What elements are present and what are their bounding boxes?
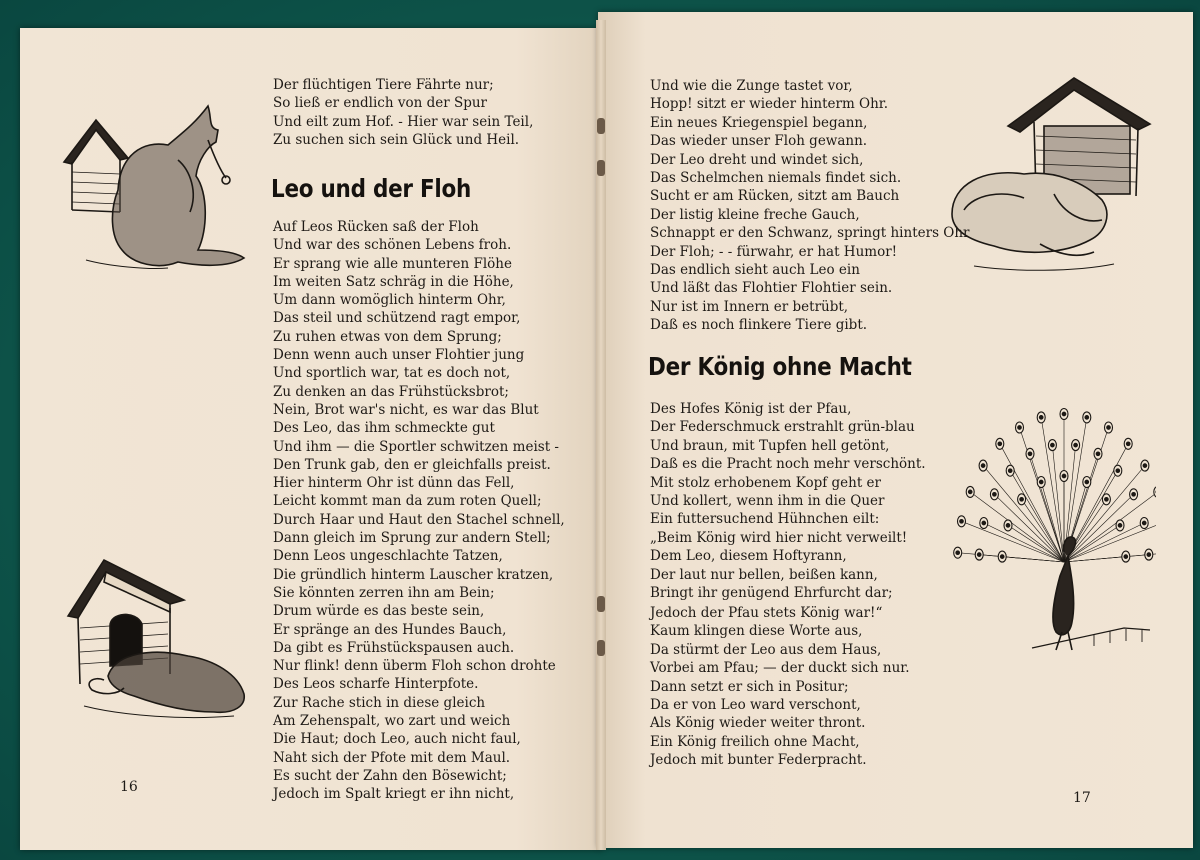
verse-line: Jedoch im Spalt kriegt er ihn nicht, bbox=[273, 786, 515, 803]
verse-line: Da gibt es Frühstückspausen auch. bbox=[273, 639, 515, 656]
right-stanza-two bbox=[650, 604, 910, 770]
page-number-right: 17 bbox=[1073, 790, 1091, 806]
verse-line: Des Hofes König ist der Pfau, bbox=[650, 401, 852, 417]
verse-line: Hopp! sitzt er wieder hinterm Ohr. bbox=[650, 96, 889, 113]
verse-line: Dann gleich im Sprung zur andern Stell; bbox=[273, 530, 551, 547]
verse-line: Und eilt zum Hof. - Hier war sein Teil, bbox=[273, 113, 534, 130]
verse-line: Nur ist im Innern er betrübt, bbox=[650, 298, 849, 315]
verse-line: Jedoch mit bunter Federpracht. bbox=[650, 752, 867, 769]
right-intro-verse bbox=[650, 77, 970, 334]
verse-line: Der Floh; - - fürwahr, er hat Humor! bbox=[650, 243, 898, 260]
verse-line: Er sprang wie alle munteren Flöhe bbox=[273, 255, 512, 272]
verse-line: Das wieder unser Floh gewann. bbox=[650, 133, 868, 150]
verse-line: „Beim König wird hier nicht verweilt! bbox=[650, 529, 908, 546]
verse-line: Durch Haar und Haut den Stachel schnell, bbox=[273, 511, 565, 528]
verse-line: Vorbei am Pfau; — der duckt sich nur. bbox=[650, 660, 910, 677]
verse-line: Zur Rache stich in diese gleich bbox=[273, 694, 486, 711]
verse-line: Der listig kleine freche Gauch, bbox=[650, 206, 860, 223]
verse-line: Der Leo dreht und windet sich, bbox=[650, 151, 864, 168]
verse-line: Die Haut; doch Leo, auch nicht faul, bbox=[273, 731, 521, 748]
verse-line: Zu ruhen etwas von dem Sprung; bbox=[273, 328, 502, 345]
verse-line: Das steil und schützend ragt empor, bbox=[273, 310, 521, 327]
verse-line: Und wie die Zunge tastet vor, bbox=[650, 78, 853, 94]
staple-upper-mid bbox=[597, 160, 605, 176]
verse-line: Ein futtersuchend Hühnchen eilt: bbox=[650, 511, 880, 528]
verse-line: Denn wenn auch unser Flohtier jung bbox=[273, 347, 525, 364]
staple-top bbox=[597, 118, 605, 134]
verse-line: Schnappt er den Schwanz, springt hinters Ohr bbox=[650, 225, 970, 242]
verse-line: Denn Leos ungeschlachte Tatzen, bbox=[273, 548, 503, 565]
verse-line: Als König wieder weiter thront. bbox=[650, 715, 866, 732]
verse-line: Des Leo, das ihm schmeckte gut bbox=[273, 420, 495, 437]
verse-line: Da er von Leo ward verschont, bbox=[650, 696, 861, 713]
verse-line: Leicht kommt man da zum roten Quell; bbox=[273, 493, 542, 510]
poem-title-der-koenig-ohne-macht: Der König ohne Macht bbox=[648, 352, 912, 381]
verse-line: Des Leos scharfe Hinterpfote. bbox=[273, 676, 479, 693]
book-gutter bbox=[596, 20, 606, 850]
verse-line: Ein neues Kriegenspiel begann, bbox=[650, 114, 868, 131]
verse-line: Jedoch der Pfau stets König war!“ bbox=[650, 605, 883, 621]
dog-in-kennel-illustration bbox=[64, 556, 254, 726]
dog-scratching-kennel-illustration bbox=[58, 100, 248, 280]
page-number-left: 16 bbox=[120, 779, 138, 795]
verse-line: Er spränge an des Hundes Bauch, bbox=[273, 621, 507, 638]
verse-line: Das endlich sieht auch Leo ein bbox=[650, 261, 860, 278]
sleeping-dog-kennel-illustration bbox=[944, 74, 1156, 274]
verse-line: Bringt ihr genügend Ehrfurcht dar; bbox=[650, 584, 893, 601]
verse-line: Und sportlich war, tat es doch not, bbox=[273, 365, 511, 382]
verse-line: Ein König freilich ohne Macht, bbox=[650, 733, 860, 750]
verse-line: Zu denken an das Frühstücksbrot; bbox=[273, 383, 509, 400]
verse-line: Der flüchtigen Tiere Fährte nur; bbox=[273, 77, 494, 93]
verse-line: Das Schelmchen niemals findet sich. bbox=[650, 169, 902, 186]
verse-line: Dann setzt er sich in Positur; bbox=[650, 678, 849, 695]
verse-line: Nur flink! denn überm Floh schon drohte bbox=[273, 658, 556, 675]
verse-line: Im weiten Satz schräg in die Höhe, bbox=[273, 273, 514, 290]
verse-line: Daß es noch flinkere Tiere gibt. bbox=[650, 317, 868, 334]
verse-line: Der laut nur bellen, beißen kann, bbox=[650, 566, 878, 583]
verse-line: Hier hinterm Ohr ist dünn das Fell, bbox=[273, 475, 515, 492]
verse-line: Da stürmt der Leo aus dem Haus, bbox=[650, 641, 882, 658]
verse-line: Drum würde es das beste sein, bbox=[273, 603, 485, 620]
verse-line: Die gründlich hinterm Lauscher kratzen, bbox=[273, 566, 554, 583]
verse-line: Und ihm — die Sportler schwitzen meist - bbox=[273, 438, 559, 455]
poem-title-leo-und-der-floh: Leo und der Floh bbox=[271, 174, 472, 203]
verse-line: Es sucht der Zahn den Bösewicht; bbox=[273, 767, 507, 784]
verse-line: Am Zehenspalt, wo zart und weich bbox=[273, 713, 511, 730]
right-stanza-one bbox=[650, 400, 926, 602]
verse-line: Und läßt das Flohtier Flohtier sein. bbox=[650, 280, 893, 297]
verse-line: Und braun, mit Tupfen hell getönt, bbox=[650, 437, 890, 454]
verse-line: Mit stolz erhobenem Kopf geht er bbox=[650, 474, 881, 491]
verse-line: Naht sich der Pfote mit dem Maul. bbox=[273, 749, 511, 766]
verse-line: Daß es die Pracht noch mehr verschönt. bbox=[650, 456, 926, 473]
verse-line: Kaum klingen diese Worte aus, bbox=[650, 623, 863, 640]
verse-line: Den Trunk gab, den er gleichfalls preist. bbox=[273, 456, 551, 473]
verse-line: Und kollert, wenn ihm in die Quer bbox=[650, 492, 885, 509]
verse-line: Auf Leos Rücken saß der Floh bbox=[273, 219, 479, 235]
verse-line: Dem Leo, diesem Hoftyrann, bbox=[650, 548, 847, 565]
left-intro-verse bbox=[273, 76, 533, 149]
staple-bottom bbox=[597, 640, 605, 656]
peacock-illustration bbox=[944, 402, 1156, 658]
verse-line: Zu suchen sich sein Glück und Heil. bbox=[273, 131, 520, 148]
verse-line: Und war des schönen Lebens froh. bbox=[273, 237, 512, 254]
verse-line: Sucht er am Rücken, sitzt am Bauch bbox=[650, 188, 900, 205]
verse-line: Der Federschmuck erstrahlt grün-blau bbox=[650, 419, 915, 436]
verse-line: Sie könnten zerren ihn am Bein; bbox=[273, 584, 495, 601]
staple-lower-mid bbox=[597, 596, 605, 612]
verse-line: So ließ er endlich von der Spur bbox=[273, 95, 487, 112]
verse-line: Nein, Brot war's nicht, es war das Blut bbox=[273, 401, 539, 418]
verse-line: Um dann womöglich hinterm Ohr, bbox=[273, 292, 506, 309]
left-main-verse bbox=[273, 218, 565, 804]
